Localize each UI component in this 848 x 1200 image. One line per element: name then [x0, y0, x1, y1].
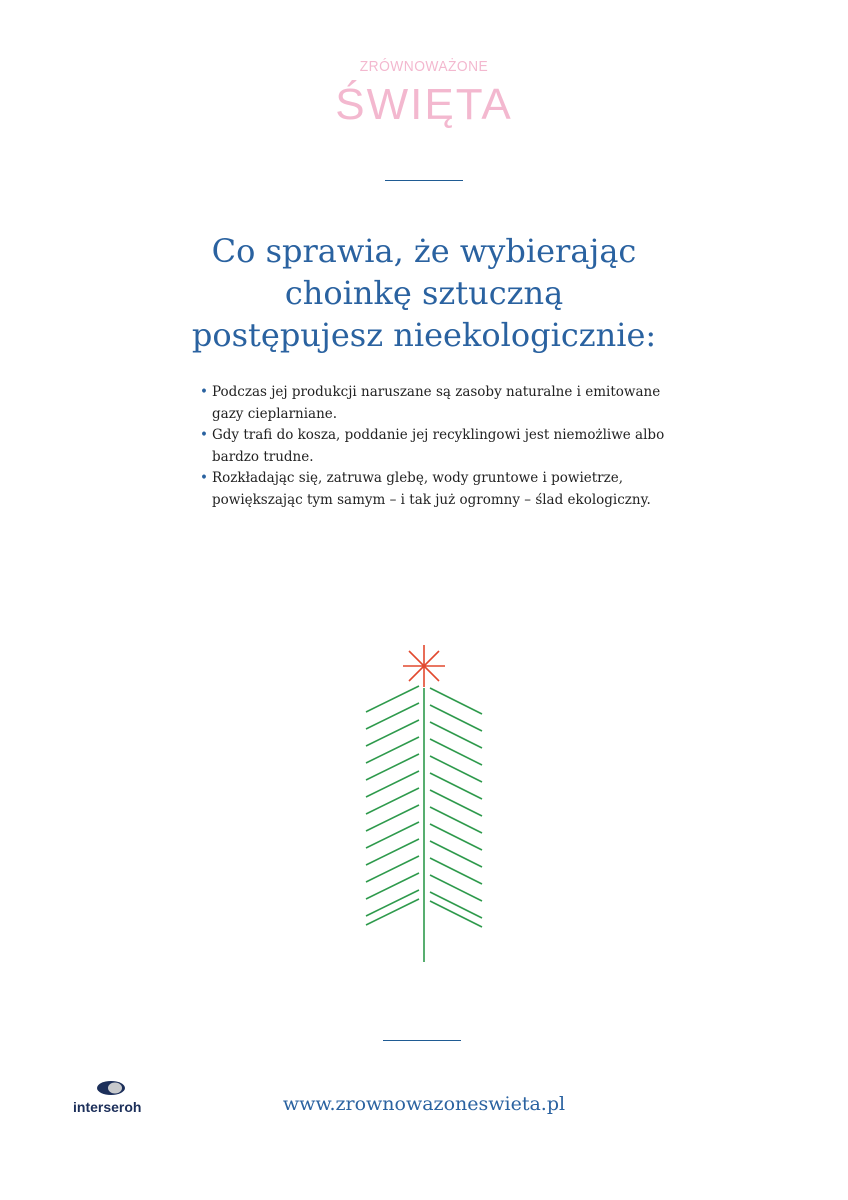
page-heading	[150, 230, 698, 356]
heading-line-3: postępujesz nieekologicznie:	[191, 316, 657, 354]
bullet-dot: •	[200, 427, 208, 443]
list-item	[200, 425, 670, 468]
footer-link[interactable]: www.zrownowazoneswieta.pl	[282, 1093, 566, 1115]
star-icon	[403, 645, 445, 687]
bullet-text-line: Rozkładając się, zatruwa glebę, wody gruntowe i powietrze,	[212, 470, 624, 486]
tree-branches	[366, 686, 482, 962]
bullet-text-line: Gdy trafi do kosza, poddanie jej recyklingowi jest niemożliwe albo	[212, 427, 665, 443]
bottom-divider	[383, 1040, 461, 1041]
top-divider	[385, 180, 463, 181]
bullet-dot: •	[200, 470, 208, 486]
logo-tagline: ZRÓWNOWAŻONE	[359, 58, 489, 75]
christmas-tree-icon	[340, 640, 510, 970]
brand-name: interseroh	[73, 1099, 142, 1115]
bullet-text-line: Podczas jej produkcji naruszane są zasoby naturalne i emitowane	[212, 384, 661, 400]
list-item	[200, 468, 670, 511]
bullet-text-line: bardzo trudne.	[212, 448, 314, 465]
heading-line-2: choinkę sztuczną	[284, 274, 564, 312]
bullet-text-line: gazy cieplarniane.	[212, 405, 338, 422]
heading-line-1: Co sprawia, że wybierając	[211, 232, 637, 270]
bullet-list	[200, 382, 670, 511]
logo-title: ŚWIĘTA	[335, 80, 513, 129]
list-item	[200, 382, 670, 425]
bullet-dot: •	[200, 384, 208, 400]
bullet-text-line: powiększając tym samym – i tak już ogromny – ślad ekologiczny.	[212, 491, 651, 508]
